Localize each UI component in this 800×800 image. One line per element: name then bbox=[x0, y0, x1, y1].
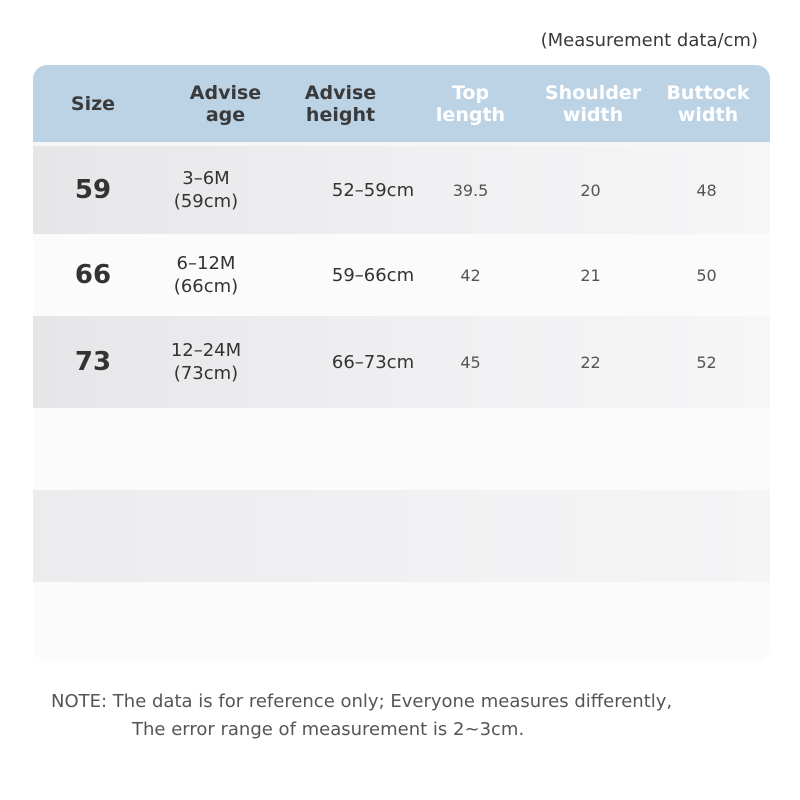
header-buttock-width bbox=[653, 65, 763, 142]
buttock-width-cell: 50 bbox=[696, 265, 717, 285]
footnote-line2: The error range of measurement is 2~3cm. bbox=[132, 719, 525, 740]
empty-row bbox=[33, 582, 770, 661]
header-size bbox=[33, 65, 153, 142]
size-cell: 66 bbox=[74, 260, 112, 290]
age-cell bbox=[151, 234, 261, 316]
header-advise-height bbox=[273, 65, 408, 142]
size-chart-table bbox=[33, 65, 770, 661]
age-height-ref: (59cm) bbox=[173, 191, 239, 212]
table-row bbox=[33, 146, 770, 234]
age-cell bbox=[151, 316, 261, 408]
header-shoulder-width-line2: width bbox=[562, 103, 624, 126]
shoulder-width-cell: 22 bbox=[580, 352, 601, 372]
age-range: 3–6M bbox=[182, 168, 230, 189]
buttock-width-cell: 52 bbox=[696, 352, 717, 372]
size-cell: 73 bbox=[74, 347, 112, 377]
header-top-length bbox=[413, 65, 528, 142]
age-range: 6–12M bbox=[176, 253, 236, 274]
age-cell bbox=[151, 146, 261, 234]
header-advise-age-line1: Advise bbox=[189, 81, 262, 104]
shoulder-width-cell: 21 bbox=[580, 265, 601, 285]
height-cell: 59–66cm bbox=[331, 264, 415, 286]
unit-note: (Measurement data/cm) bbox=[540, 30, 758, 51]
table-row bbox=[33, 316, 770, 408]
header-advise-height-line2: height bbox=[305, 103, 376, 126]
shoulder-width-cell: 20 bbox=[580, 180, 601, 200]
empty-row bbox=[33, 408, 770, 490]
buttock-width-cell: 48 bbox=[696, 180, 717, 200]
age-height-ref: (66cm) bbox=[173, 276, 239, 297]
header-buttock-width-line1: Buttock bbox=[666, 81, 750, 104]
header-buttock-width-line2: width bbox=[677, 103, 739, 126]
height-cell: 66–73cm bbox=[331, 351, 415, 373]
footnote-line1: NOTE: The data is for reference only; Everyone measures differently, bbox=[51, 691, 673, 712]
age-range: 12–24M bbox=[170, 340, 242, 361]
footnote bbox=[51, 688, 672, 744]
height-cell: 52–59cm bbox=[331, 179, 415, 201]
header-shoulder-width bbox=[533, 65, 653, 142]
top-length-cell: 42 bbox=[460, 265, 481, 285]
top-length-cell: 45 bbox=[460, 352, 481, 372]
table-header bbox=[33, 65, 770, 142]
size-cell: 59 bbox=[74, 175, 112, 205]
table-row bbox=[33, 234, 770, 316]
header-shoulder-width-line1: Shoulder bbox=[544, 81, 642, 104]
header-advise-age-line2: age bbox=[205, 103, 246, 126]
age-height-ref: (73cm) bbox=[173, 363, 239, 384]
header-size-label: Size bbox=[70, 92, 116, 115]
top-length-cell: 39.5 bbox=[452, 180, 489, 200]
header-advise-height-line1: Advise bbox=[304, 81, 377, 104]
header-top-length-line2: length bbox=[435, 103, 506, 126]
header-top-length-line1: Top bbox=[451, 81, 490, 104]
empty-row bbox=[33, 490, 770, 582]
